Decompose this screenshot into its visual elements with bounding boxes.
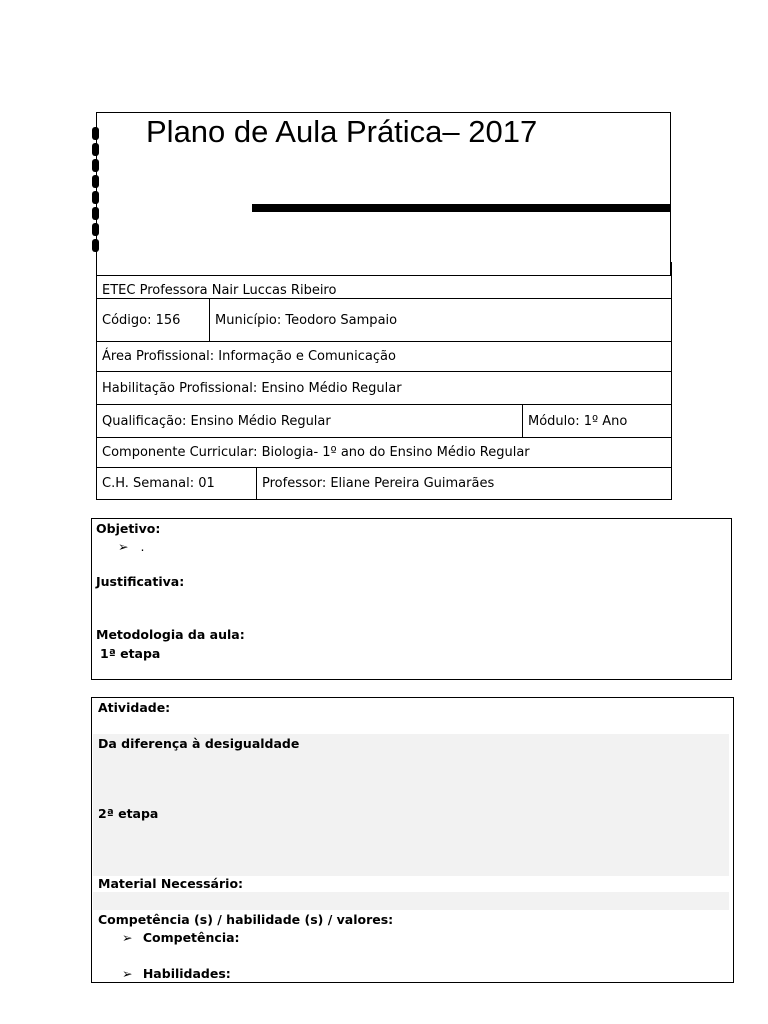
arrow-bullet-icon: ➢ [118,539,129,554]
info-row-area [97,342,672,372]
habilitacao-cell: Habilitação Profissional: Ensino Médio Regular [97,372,672,405]
dash-segment [92,127,99,140]
qualificacao-cell: Qualificação: Ensino Médio Regular [97,405,523,438]
info-row-qualificacao [97,405,672,438]
etapa-1-label: 1ª etapa [100,646,161,661]
material-label: Material Necessário: [98,876,244,891]
justificativa-label: Justificativa: [96,574,185,589]
arrow-bullet-icon: ➢ [122,930,133,945]
codigo-cell: Código: 156 [97,299,210,342]
dash-segment [92,207,99,220]
arrow-bullet-icon: ➢ [122,966,133,981]
shaded-block [93,892,729,910]
dash-segment [92,223,99,236]
componente-cell: Componente Curricular: Biologia- 1º ano do Ensino Médio Regular [97,438,672,468]
atividade-title: Da diferença à desigualdade [98,736,300,751]
habilidades-item-label: Habilidades: [142,966,231,981]
page-title: Plano de Aula Prática– 2017 [146,114,538,149]
header-thick-rule [252,204,671,212]
professor-cell: Professor: Eliane Pereira Guimarães [257,468,672,500]
etapa-2-label: 2ª etapa [98,806,159,821]
info-table [96,262,672,500]
competencia-item [122,930,240,945]
activity-section [91,697,734,983]
habilidades-item [122,966,231,981]
dash-segment [92,191,99,204]
dash-segment [92,175,99,188]
objective-section [91,518,732,680]
metodologia-label: Metodologia da aula: [96,627,245,642]
info-row-habilitacao [97,372,672,405]
info-row-ch [97,468,672,500]
info-row-componente [97,438,672,468]
competencia-item-label: Competência: [142,930,240,945]
ch-semanal-cell: C.H. Semanal: 01 [97,468,257,500]
competencia-header: Competência (s) / habilidade (s) / valores: [98,912,394,927]
area-cell: Área Profissional: Informação e Comunicação [97,342,672,372]
school-name: ETEC Professora Nair Luccas Ribeiro [97,263,672,299]
dash-segment [92,159,99,172]
modulo-cell: Módulo: 1º Ano [523,405,672,438]
shaded-block [93,734,729,876]
info-row-codigo [97,299,672,342]
atividade-label: Atividade: [98,700,171,715]
objetivo-label: Objetivo: [96,521,161,536]
objetivo-bullet [118,539,144,554]
dash-segment [92,239,99,252]
objetivo-text: . [140,539,145,554]
dash-segment [92,143,99,156]
municipio-cell: Município: Teodoro Sampaio [210,299,672,342]
